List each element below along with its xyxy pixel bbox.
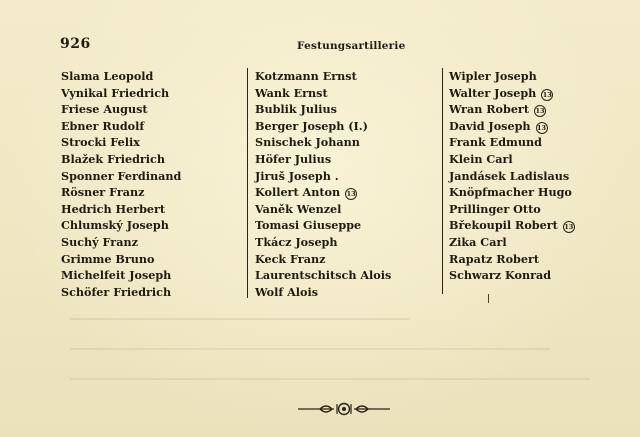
entry-name: Kollert Anton — [255, 185, 341, 200]
name-entry — [255, 284, 391, 301]
column-divider — [442, 68, 443, 294]
entry-name: Klein Carl — [449, 151, 513, 166]
name-entry — [449, 217, 575, 234]
name-entry — [449, 85, 575, 102]
entry-name: Wipler Joseph — [449, 69, 537, 83]
circled-number-icon: 13 — [542, 90, 552, 99]
entry-name: Frank Edmund — [449, 135, 542, 150]
entry-name: Wank Ernst — [255, 85, 328, 100]
entry-name: Sponner Ferdinand — [61, 168, 182, 183]
name-entry — [255, 234, 391, 251]
name-entry — [61, 184, 181, 201]
entry-name: Rösner Franz — [61, 185, 145, 200]
name-column-1 — [61, 68, 181, 300]
name-entry — [255, 184, 391, 201]
circled-number-icon: 13 — [564, 223, 574, 232]
entry-name: Suchý Franz — [61, 234, 138, 249]
show-through — [70, 378, 590, 380]
name-entry — [61, 251, 181, 268]
entry-name: Friese August — [61, 102, 148, 117]
name-entry — [255, 267, 391, 284]
column-divider — [247, 68, 248, 298]
entry-name: Břekoupil Robert — [449, 218, 558, 233]
entry-name: Grimme Bruno — [61, 251, 155, 266]
entry-name: Jandásek Ladislaus — [449, 168, 570, 183]
entry-name: Vynikal Friedrich — [61, 85, 170, 100]
entry-name: Rapatz Robert — [449, 251, 540, 266]
name-entry — [449, 168, 575, 185]
entry-name: Tomasi Giuseppe — [255, 218, 362, 233]
circled-number-icon: 13 — [346, 190, 356, 199]
entry-name: Strocki Felix — [61, 135, 140, 150]
name-entry — [61, 118, 181, 135]
name-entry — [449, 101, 575, 118]
name-entry — [255, 134, 391, 151]
name-entry — [255, 85, 391, 102]
name-entry — [449, 234, 575, 251]
show-through — [70, 318, 410, 320]
name-entry — [61, 284, 181, 301]
name-entry — [449, 151, 575, 168]
name-entry — [449, 68, 575, 85]
name-entry — [255, 217, 391, 234]
name-entry — [61, 151, 181, 168]
entry-name: Schwarz Konrad — [449, 268, 552, 283]
entry-name: Zika Carl — [449, 234, 507, 249]
circled-number-icon: 13 — [537, 123, 547, 132]
entry-name: Laurentschitsch Alois — [255, 268, 392, 283]
entry-name: Höfer Julius — [255, 151, 332, 166]
name-entry — [61, 134, 181, 151]
name-entry — [449, 184, 575, 201]
name-entry — [255, 118, 391, 135]
entry-name: Snischek Johann — [255, 135, 360, 150]
entry-name: Slama Leopold — [61, 69, 154, 83]
name-entry — [255, 68, 391, 85]
name-column-3 — [449, 68, 575, 284]
name-entry — [255, 201, 391, 218]
entry-name: Bublik Julius — [255, 102, 337, 117]
ornament-icon — [296, 401, 392, 417]
name-entry — [61, 267, 181, 284]
name-entry — [255, 101, 391, 118]
name-entry — [449, 201, 575, 218]
entry-name: Keck Franz — [255, 251, 326, 266]
running-header: Festungsartillerie — [297, 40, 406, 52]
entry-name: Kotzmann Ernst — [255, 69, 357, 83]
name-entry — [255, 168, 391, 185]
entry-name: David Joseph — [449, 118, 531, 133]
entry-name: Tkácz Joseph — [255, 234, 338, 249]
name-entry — [61, 101, 181, 118]
entry-name: Prillinger Otto — [449, 201, 541, 216]
name-entry — [61, 168, 181, 185]
entry-name: Walter Joseph — [449, 85, 537, 100]
name-entry — [255, 251, 391, 268]
name-entry — [61, 68, 181, 85]
entry-name: Chlumský Joseph — [61, 218, 169, 233]
name-entry — [449, 267, 575, 284]
print-mark — [488, 294, 489, 303]
entry-name: Blažek Friedrich — [61, 151, 165, 166]
name-entry — [449, 134, 575, 151]
entry-name: Hedrich Herbert — [61, 201, 166, 216]
entry-name: Knöpfmacher Hugo — [449, 185, 572, 200]
entry-name: Vaněk Wenzel — [255, 201, 342, 216]
name-column-2 — [255, 68, 391, 300]
name-entry — [449, 118, 575, 135]
entry-name: Berger Joseph (I.) — [255, 118, 368, 133]
entry-name: Michelfeit Joseph — [61, 268, 172, 283]
name-entry — [61, 234, 181, 251]
entry-name: Schöfer Friedrich — [61, 284, 172, 299]
show-through — [70, 348, 550, 350]
entry-name: Wolf Alois — [255, 284, 319, 299]
name-entry — [449, 251, 575, 268]
name-entry — [61, 201, 181, 218]
entry-name: Ebner Rudolf — [61, 118, 145, 133]
name-entry — [61, 85, 181, 102]
page-number: 926 — [60, 36, 91, 52]
name-entry — [255, 151, 391, 168]
entry-name: Jiruš Joseph . — [255, 168, 339, 183]
entry-name: Wran Robert — [449, 102, 529, 117]
name-entry — [61, 217, 181, 234]
circled-number-icon: 13 — [535, 107, 545, 116]
